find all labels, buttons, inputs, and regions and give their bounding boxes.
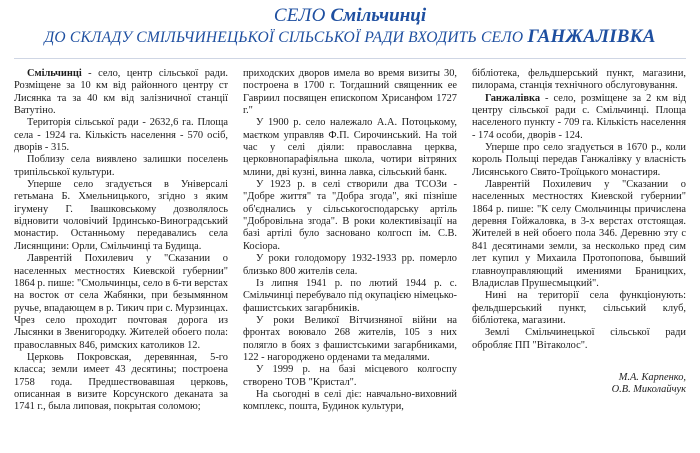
paragraph: У 1900 р. село належало А.А. Потоцькому, маєтком управляв Ф.П. Сирочинський. На той час у селі діяли: православна церква, церковнопарафіяльна школа, чотири вітряних млини, дві кузні, винна лавка, сільський банк. [243,117,457,178]
subtitle-prefix: ДО СКЛАДУ СМІЛЬЧИНЕЦЬКОЇ СІЛЬСЬКОЇ РАДИ ВХОДИТЬ СЕЛО [44,29,528,46]
paragraph: Поблизу села виявлено залишки поселень трипільської культури. [14,154,228,178]
article-column-3 [472,68,686,397]
paragraph: Нині на території села функціонують: фельдшерський пункт, сільський клуб, бібліотека, магазини. [472,290,686,326]
paragraph: Лаврентій Похилевич у "Сказании о населенных местностях Киевской губернии" 1864 р. пише: "К селу Смольчинцы причислена деревня Гойжаловка, в 3-х верстах отстоящая. Жителей в ней обоего пола 346. Деревню эту с 841 десятинами земли, за несколько пред сим лет купил у Михаила Протопопова, бывший главноуправляющий имениями Браницких, Владислав Прушесмыцкий". [472,179,686,289]
paragraph: бібліотека, фельдшерський пункт, магазини, пилорама, станція технічного обслуговування. [472,68,686,92]
paragraph: На сьогодні в селі діє: навчально-виховний комплекс, пошта, Будинок культури, [243,388,457,413]
title-village-name: Смільчинці [330,5,427,26]
paragraph: У 1999 р. на базі місцевого колгоспу створено ТОВ "Кристал". [243,364,457,388]
page-title [0,4,700,28]
paragraph: Із липня 1941 р. по лютий 1944 р. с. Смільчинці перебувало під окупацією німецько-фашистських загарбників. [243,277,457,314]
paragraph: Територія сільської ради - 2632,6 га. Площа села - 1924 га. Кількість населення - 570 осіб, дворів - 315. [14,117,228,154]
paragraph: Церковь Покровская, деревянная, 5-го класса; земли имеет 43 десятины; построена 1758 года. Предшествовавшая церковь, описанная в визите Корсунского деканата за 1741 г., была липовая, покрытая соломою; [14,351,228,413]
author-name: М.А. Карпенко, [618,371,686,383]
subtitle-village-name: ГАНЖАЛІВКА [527,26,656,47]
paragraph: Уперше село згадується в Універсалі гетьмана Б. Хмельницького, згідно з яким ігумену Г. Івашковському дозволялось відновити чоловічий Ірдинсько-Виноградський монастир. Останньому передавались села Лисянщини: Орли, Смільчинці та Будища. [14,179,228,252]
paragraph-text: - село, центр сільської ради. Розміщене за 10 км від районного центру ст Лисянка та за 40 км від залізничної станції Ватутіно. [14,68,228,117]
article-column-2 [243,68,457,414]
article-column-1 [14,68,228,414]
paragraph: Землі Смільчинецької сільської ради обробляє ПП "Вітаколос". [472,327,686,351]
paragraph: У роки голодомору 1932-1933 рр. померло близько 800 жителів села. [243,253,457,277]
paragraph [14,68,228,117]
paragraph-text: - село, розміщене за 2 км від центру сільської ради с. Смільчинці. Площа населеного пункту - 709 га. Кількість населення - 174 особи, дворів - 124. [472,92,686,141]
paragraph: У 1923 р. в селі створили два ТСОЗи - "Добре життя" та "Добра згода", які пізніше об'єднались у сільськогосподарську артіль "Добровільна згода". В роки колективізації на базі артілі було засновано колгосп ім. С.В. Косіора. [243,179,457,252]
header-divider [14,58,686,59]
paragraph: Уперше про село згадується в 1670 р., коли король Польщі передав Ганжалівку у власність Лисянського Свято-Троїцького монастиря. [472,142,686,178]
page-subtitle [0,26,700,49]
author-name: О.В. Миколайчук [611,384,686,396]
paragraph: У роки Великої Вітчизняної війни на фронтах воювало 268 жителів, 105 з них полягло в боях з фашистськими загарбниками, 122 - нагороджено орденами та медалями. [243,314,457,363]
paragraph [472,93,686,142]
village-name-lead: Смільчинці [27,68,82,79]
author-signature [472,372,686,397]
title-prefix: СЕЛО [273,5,331,26]
village-name-lead: Ганжалівка [485,92,541,104]
paragraph: Лаврентій Похилевич у "Сказании о населенных местностях Киевской губернии" 1864 р. пише: "Смольчинцы, село в 6-ти верстах на восток от села Жабянки, при безымянном ручье, впадающем в р. Тикич при с. Мурзинцах. Чрез село проходит почтовая дорога из Лысянки в Звенигородку. Жителей обоего пола: православных 846, римских католиков 12. [14,253,228,351]
paragraph: приходских дворов имела во время визиты 30, построена в 1700 г. Тогдашний священник ее Гавриил посвящен епископом Хрисанфом 1727 г." [243,68,457,117]
